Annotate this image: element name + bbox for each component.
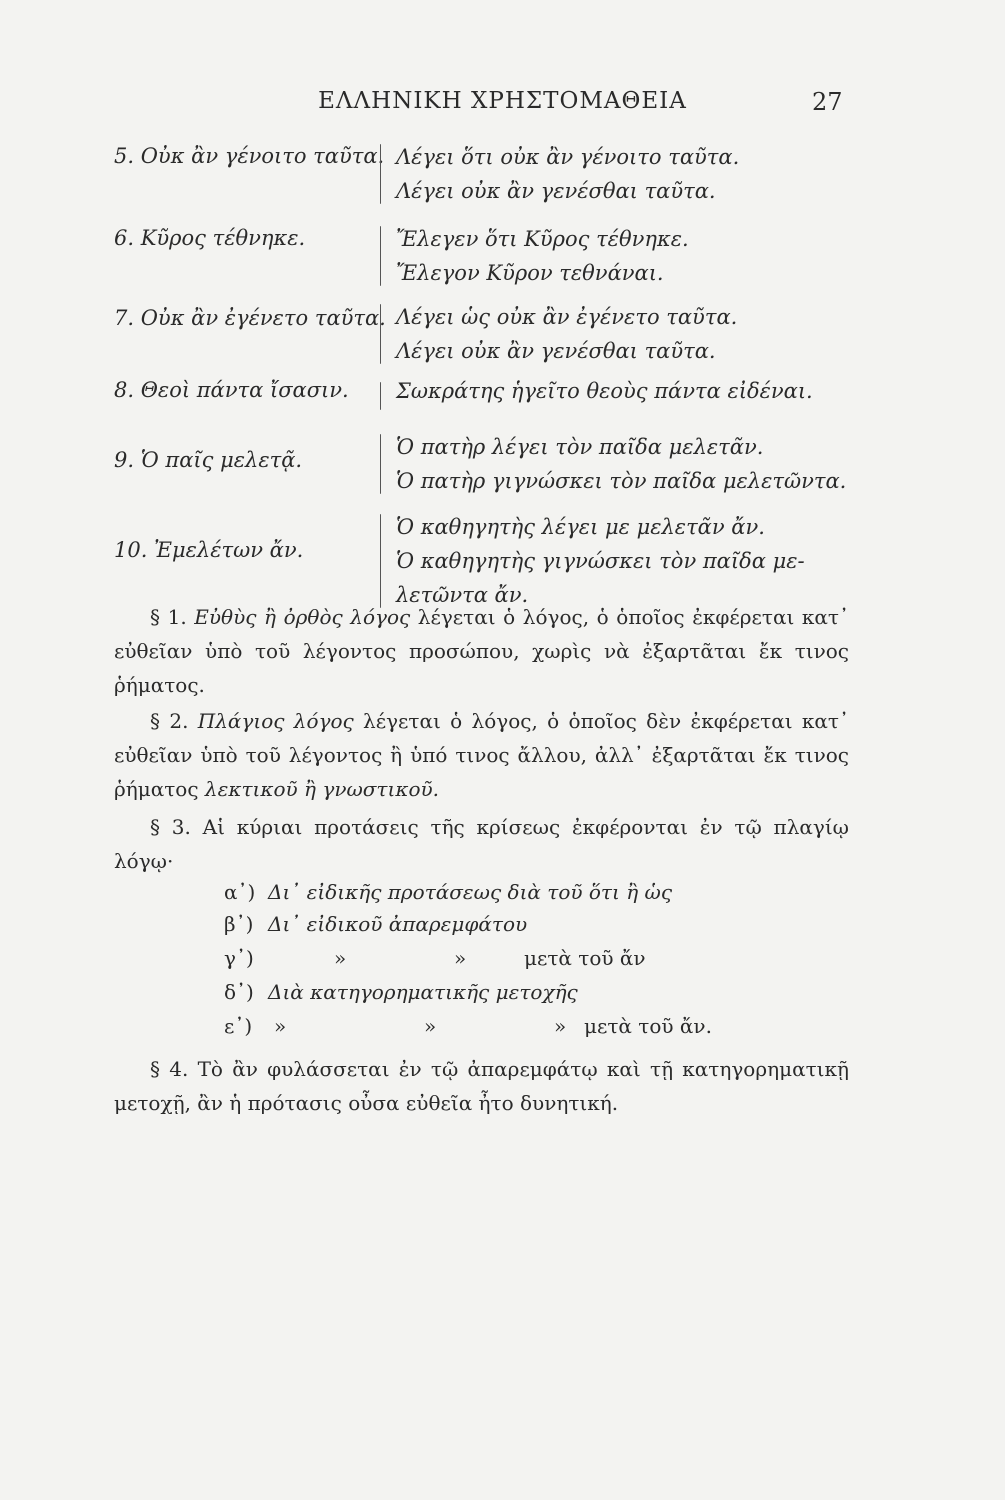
section-2 (114, 704, 849, 806)
brace (380, 144, 381, 204)
section-label: § 2. (150, 709, 189, 733)
indirect-line: Ἔλεγον Κῦρον τεθνάναι. (396, 261, 664, 285)
indirect-line: Ὁ πατὴρ λέγει τὸν παῖδα μελετᾶν. (396, 435, 764, 459)
example-6 (114, 222, 874, 292)
indirect-line: Λέγει ὡς οὐκ ἂν ἐγένετο ταῦτα. (396, 305, 738, 329)
indirect-line: Λέγει οὐκ ἂν γενέσθαι ταῦτα. (396, 179, 716, 203)
list-marker: δ᾽) (224, 980, 254, 1004)
section-text: Αἱ κύριαι προτάσεις τῆς κρίσεως ἐκφέρονται ἐν τῷ πλαγίῳ λόγῳ· (114, 815, 849, 873)
example-7 (114, 300, 874, 370)
list-text: Διὰ κατηγορηματικῆς μετοχῆς (268, 980, 578, 1004)
indirect-line: Ὁ καθηγητὴς λέγει με μελετᾶν ἄν. (396, 515, 765, 539)
indirect-line: Λέγει οὐκ ἂν γενέσθαι ταῦτα. (396, 339, 716, 363)
example-8 (114, 378, 874, 414)
section-text: Τὸ ἂν φυλάσσεται ἐν τῷ ἀπαρεμφάτῳ καὶ τῇ κατηγορηματικῇ μετοχῇ, ἂν ἡ πρότασις οὖσα εὐθεῖα ἦτο δυνητική. (114, 1057, 849, 1115)
section-text: λέγεται ὁ λόγος, ὁ ὁποῖος δὲν ἐκφέρεται κατ᾽ εὐθεῖαν ὑπὸ τοῦ λέγοντος ἢ ὑπό τινος ἄλλου, ἀλλ᾽ ἐξαρτᾶται ἔκ τινος ῥήματος (114, 709, 849, 801)
section-text: λέγεται ὁ λόγος, ὁ ὁποῖος ἐκφέρεται κατ᾽ εὐθεῖαν ὑπὸ τοῦ λέγοντος προσώπου, χωρὶς νὰ ἐξαρτᾶται ἔκ τινος ῥήματος. (114, 605, 849, 697)
ditto-mark: » (554, 1014, 567, 1038)
example-direct: 10. Ἐμελέτων ἄν. (114, 538, 304, 562)
example-direct: 7. Οὐκ ἂν ἐγένετο ταῦτα. (114, 306, 386, 330)
section-label: § 3. (150, 815, 191, 839)
ditto-mark: » (454, 946, 467, 970)
list-marker: γ᾽) (224, 946, 254, 970)
page-number: 27 (812, 88, 843, 116)
indirect-line: Ὁ πατὴρ γιγνώσκει τὸν παῖδα μελετῶντα. (396, 469, 847, 493)
example-indirect (396, 430, 846, 498)
example-direct: 8. Θεοὶ πάντα ἴσασιν. (114, 378, 349, 402)
list-text: Δι᾽ εἰδικοῦ ἀπαρεμφάτου (268, 912, 528, 936)
brace (380, 434, 381, 494)
ditto-mark: » (424, 1014, 437, 1038)
example-5 (114, 140, 874, 210)
example-9 (114, 430, 874, 500)
indirect-line: Λέγει ὅτι οὐκ ἂν γένοιτο ταῦτα. (396, 145, 740, 169)
indirect-line: λετῶντα ἄν. (396, 583, 529, 607)
example-indirect (396, 140, 739, 208)
example-indirect (396, 300, 737, 368)
section-4 (114, 1052, 849, 1120)
example-direct: 5. Οὐκ ἂν γένοιτο ταῦτα. (114, 144, 385, 168)
example-10 (114, 510, 874, 614)
brace (380, 382, 381, 410)
section-term: Εὐθὺς ἢ ὀρθὸς λόγος (194, 605, 411, 629)
section-3 (114, 810, 849, 878)
example-indirect (396, 222, 689, 290)
ditto-mark: » (274, 1014, 287, 1038)
indirect-line: Σωκράτης ἡγεῖτο θεοὺς πάντα εἰδέναι. (396, 379, 813, 403)
section-label: § 1. (150, 605, 187, 629)
list-marker: β᾽) (224, 912, 254, 936)
brace (380, 226, 381, 286)
example-indirect (396, 510, 805, 612)
indirect-line: Ὁ καθηγητὴς γιγνώσκει τὸν παῖδα με- (396, 549, 805, 573)
example-direct: 9. Ὁ παῖς μελετᾷ. (114, 448, 303, 472)
example-direct: 6. Κῦρος τέθνηκε. (114, 226, 306, 250)
brace (380, 514, 381, 608)
section-1 (114, 600, 849, 702)
list-marker: ε᾽) (224, 1014, 253, 1038)
indirect-line: Ἔλεγεν ὅτι Κῦρος τέθνηκε. (396, 227, 689, 251)
list-marker: α᾽) (224, 880, 256, 904)
section-term: Πλάγιος λόγος (197, 709, 354, 733)
section-label: § 4. (150, 1057, 189, 1081)
brace (380, 304, 381, 364)
list-text: μετὰ τοῦ ἄν (524, 946, 646, 970)
example-indirect (396, 374, 813, 408)
list-text: μετὰ τοῦ ἄν. (584, 1014, 712, 1038)
section-tail: λεκτικοῦ ἢ γνωστικοῦ. (204, 777, 440, 801)
list-text: Δι᾽ εἰδικῆς προτάσεως διὰ τοῦ ὅτι ἢ ὡς (268, 880, 673, 904)
ditto-mark: » (334, 946, 347, 970)
running-head: ΕΛΛΗΝΙΚΗ ΧΡΗΣΤΟΜΑΘΕΙΑ (318, 88, 687, 114)
